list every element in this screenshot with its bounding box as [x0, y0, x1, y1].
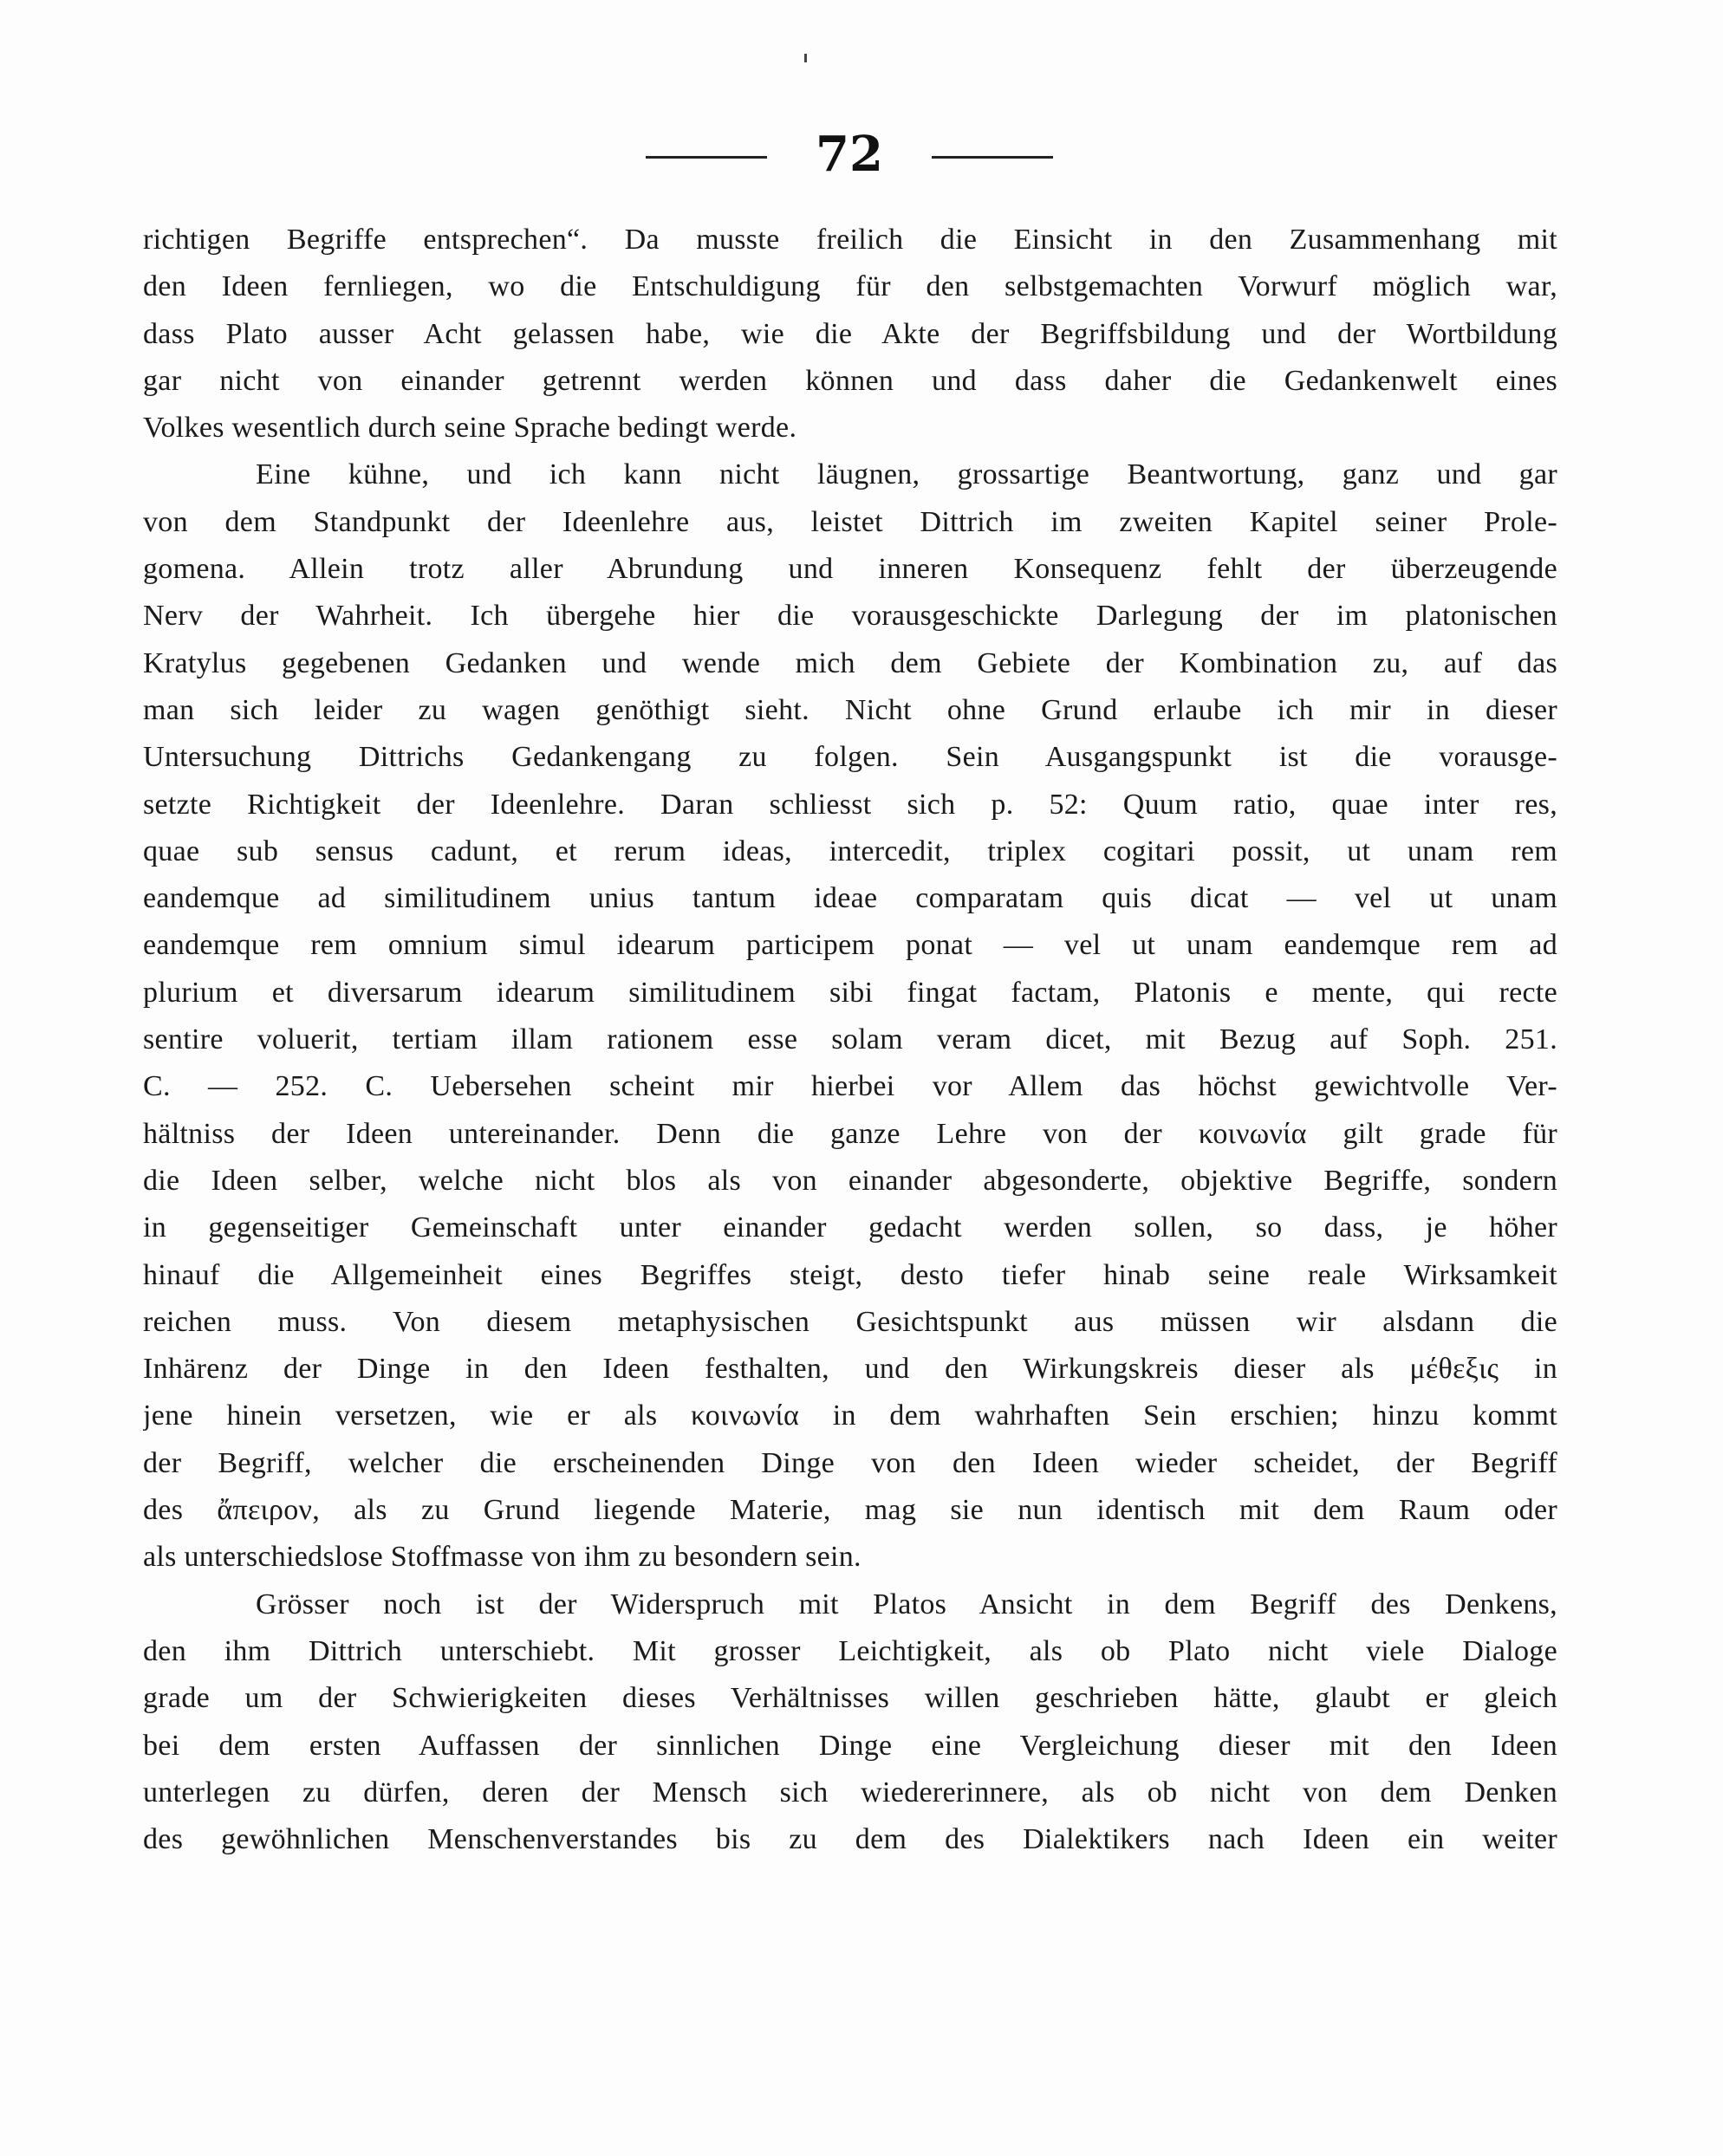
body-text — [143, 217, 1557, 1863]
text-line: unterlegen zu dürfen, deren der Mensch sich wiedererinnere, als ob nicht von dem Denken — [143, 1776, 1557, 1809]
text-line: gomena. Allein trotz aller Abrundung und inneren Konsequenz fehlt der überzeugende — [143, 553, 1557, 586]
text-line: reichen muss. Von diesem metaphysischen Gesichtspunkt aus müssen wir alsdann die — [143, 1305, 1557, 1338]
text-line: der Begriff, welcher die erscheinenden Dinge von den Ideen wieder scheidet, der Begriff — [143, 1446, 1557, 1479]
text-line: den Ideen fernliegen, wo die Entschuldigung für den selbstgemachten Vorwurf möglich war, — [143, 270, 1557, 303]
text-line: in gegenseitiger Gemeinschaft unter einander gedacht werden sollen, so dass, je höher — [143, 1211, 1557, 1244]
text-line: Nerv der Wahrheit. Ich übergehe hier die vorausgeschickte Darlegung der im platonischen — [143, 600, 1557, 633]
text-line: des gewöhnlichen Menschenverstandes bis zu dem des Dialektikers nach Ideen ein weiter — [143, 1823, 1557, 1856]
text-line: setzte Richtigkeit der Ideenlehre. Daran schliesst sich p. 52: Quum ratio, quae inter res, — [143, 788, 1557, 821]
text-line: C. — 252. C. Uebersehen scheint mir hierbei vor Allem das höchst gewichtvolle Ver- — [143, 1070, 1557, 1103]
text-line: Kratylus gegebenen Gedanken und wende mich dem Gebiete der Kombination zu, auf das — [143, 646, 1557, 679]
text-line: sentire voluerit, tertiam illam rationem esse solam veram dicet, mit Bezug auf Soph. 251. — [143, 1023, 1557, 1056]
header-rule-right — [932, 156, 1053, 159]
text-line: Volkes wesentlich durch seine Sprache bedingt werde. — [143, 412, 797, 445]
text-line: man sich leider zu wagen genöthigt sieht. Nicht ohne Grund erlaube ich mir in dieser — [143, 693, 1557, 726]
text-line: bei dem ersten Auffassen der sinnlichen Dinge eine Vergleichung dieser mit den Ideen — [143, 1729, 1557, 1762]
text-line: hältniss der Ideen untereinander. Denn die ganze Lehre von der κοινωνία gilt grade für — [143, 1117, 1557, 1150]
text-line: Eine kühne, und ich kann nicht läugnen, grossartige Beantwortung, ganz und gar — [256, 458, 1557, 491]
text-line: eandemque rem omnium simul idearum participem ponat — vel ut unam eandemque rem ad — [143, 929, 1557, 962]
text-line: grade um der Schwierigkeiten dieses Verhältnisses willen geschrieben hätte, glaubt er gleich — [143, 1682, 1557, 1715]
page-header — [0, 120, 1723, 189]
text-line: quae sub sensus cadunt, et rerum ideas, intercedit, triplex cogitari possit, ut unam rem — [143, 834, 1557, 867]
text-line: hinauf die Allgemeinheit eines Begriffes steigt, desto tiefer hinab seine reale Wirksamkeit — [143, 1258, 1557, 1291]
text-line: als unterschiedslose Stoffmasse von ihm zu besondern sein. — [143, 1541, 862, 1574]
page-number: 72 — [816, 126, 883, 183]
text-line: von dem Standpunkt der Ideenlehre aus, leistet Dittrich im zweiten Kapitel seiner Prole- — [143, 505, 1557, 538]
text-line: jene hinein versetzen, wie er als κοινωνία in dem wahrhaften Sein erschien; hinzu kommt — [143, 1399, 1557, 1432]
text-line: dass Plato ausser Acht gelassen habe, wie die Akte der Begriffsbildung und der Wortbildung — [143, 317, 1557, 350]
header-rule-left — [646, 156, 767, 159]
text-line: eandemque ad similitudinem unius tantum ideae comparatam quis dicat — vel ut unam — [143, 882, 1557, 915]
scan-speck — [804, 54, 807, 62]
text-line: Untersuchung Dittrichs Gedankengang zu folgen. Sein Ausgangspunkt ist die vorausge- — [143, 741, 1557, 774]
text-line: richtigen Begriffe entsprechen“. Da musste freilich die Einsicht in den Zusammenhang mit — [143, 224, 1557, 256]
text-line: Grösser noch ist der Widerspruch mit Platos Ansicht in dem Begriff des Denkens, — [256, 1588, 1557, 1620]
text-line: gar nicht von einander getrennt werden können und dass daher die Gedankenwelt eines — [143, 364, 1557, 397]
text-line: Inhärenz der Dinge in den Ideen festhalten, und den Wirkungskreis dieser als μέθεξις in — [143, 1353, 1557, 1386]
text-line: den ihm Dittrich unterschiebt. Mit grosser Leichtigkeit, als ob Plato nicht viele Dialoge — [143, 1634, 1557, 1667]
text-line: plurium et diversarum idearum similitudinem sibi fingat factam, Platonis e mente, qui recte — [143, 976, 1557, 1009]
text-line: die Ideen selber, welche nicht blos als von einander abgesonderte, objektive Begriffe, sondern — [143, 1164, 1557, 1197]
text-line: des ἄπειρον, als zu Grund liegende Materie, mag sie nun identisch mit dem Raum oder — [143, 1494, 1557, 1527]
